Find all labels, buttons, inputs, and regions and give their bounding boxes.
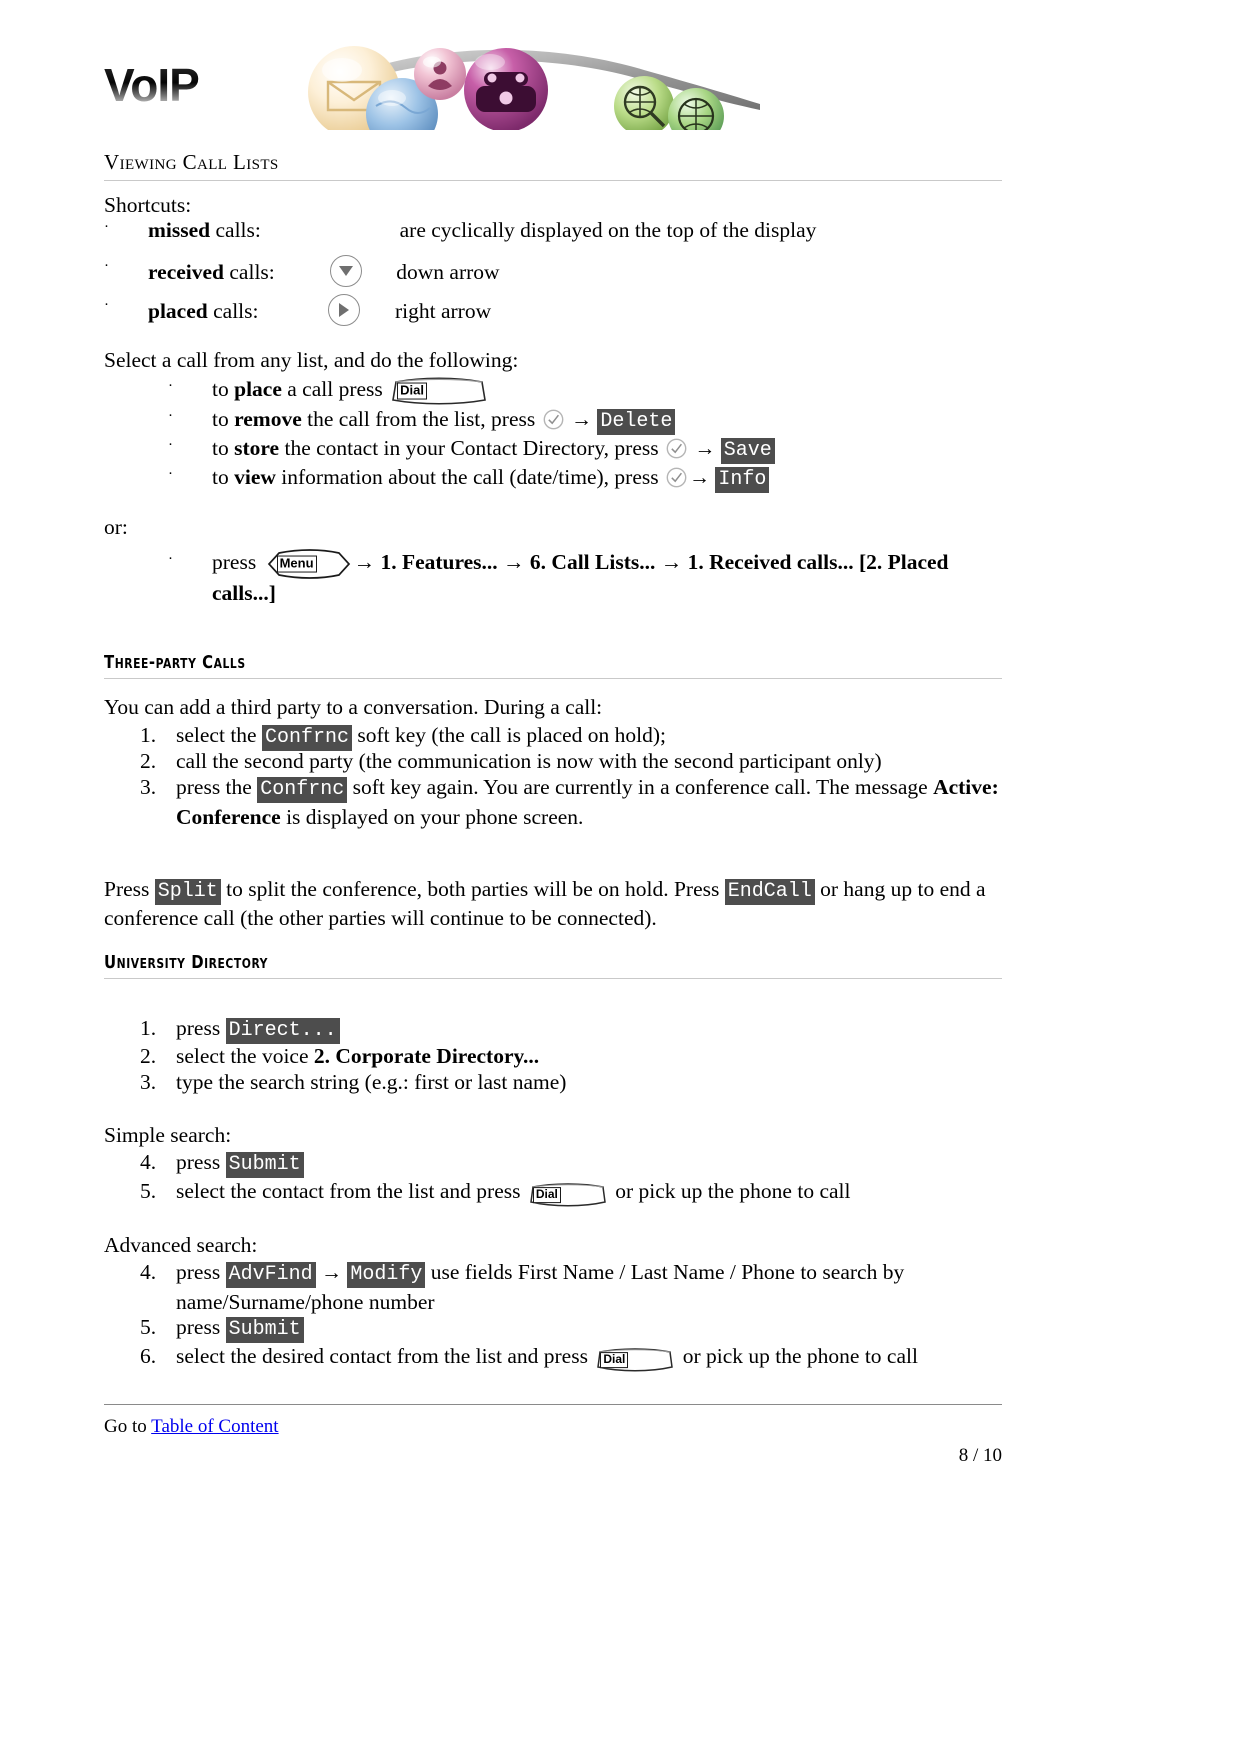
step-pre: press <box>176 1016 226 1040</box>
step-post: use fields First Name / Last Name / Phone to search by name/Surname/phone number <box>176 1260 905 1314</box>
list-item <box>104 721 1004 747</box>
advanced-search-steps-wrap <box>104 1258 1004 1376</box>
softkey-save[interactable]: Save <box>721 438 775 464</box>
step-post: soft key (the call is placed on hold); <box>351 723 667 747</box>
step-number: 1. <box>140 1016 157 1040</box>
arrow-right-glyph: → <box>570 407 592 431</box>
list-item <box>104 1068 1004 1094</box>
list-item <box>104 1313 1004 1342</box>
split-post: or hang up to end a conference call (the other parties will continue to be connected). <box>104 877 986 930</box>
action-pre: to <box>212 407 235 431</box>
list-item <box>104 1014 1004 1042</box>
heading-rule <box>104 978 1002 979</box>
split-pre: Press <box>104 877 155 901</box>
shortcut-label: received <box>148 260 225 284</box>
list-item <box>104 1342 1004 1376</box>
step-pre: select the desired contact from the list and press <box>176 1344 594 1368</box>
page-banner <box>104 34 1004 130</box>
bullet-icon: · <box>168 437 173 453</box>
select-check-icon[interactable] <box>666 467 687 488</box>
select-call-intro: Select a call from any list, and do the following: <box>104 348 519 372</box>
or-label: or: <box>104 515 128 539</box>
shortcut-label-rest: calls: <box>210 218 261 242</box>
action-mid: information about the call (date/time), press <box>275 465 664 489</box>
heading-text: Viewing Call Lists <box>104 150 279 174</box>
down-arrow-icon[interactable] <box>330 255 362 287</box>
call-actions-list <box>104 375 1004 492</box>
list-item <box>104 434 1004 463</box>
softkey-endcall[interactable]: EndCall <box>725 879 815 905</box>
arrow-right-glyph: → <box>688 465 710 489</box>
directory-steps <box>104 1014 1004 1094</box>
list-item <box>104 548 964 607</box>
action-bold: remove <box>234 407 302 431</box>
action-mid: a call press <box>281 377 389 401</box>
menu-key[interactable] <box>265 549 351 579</box>
softkey-confrnc[interactable]: Confrnc <box>257 777 347 803</box>
softkey-info[interactable]: Info <box>715 467 769 493</box>
person-sphere-icon <box>414 48 466 100</box>
telephone-sphere-icon <box>464 48 548 130</box>
voip-logo: VoIP <box>104 59 199 111</box>
shortcut-label-rest: calls: <box>207 299 259 323</box>
step-pre: select the voice <box>176 1044 314 1068</box>
list-item <box>104 773 1004 831</box>
list-item <box>104 405 1004 434</box>
bullet-icon: · <box>104 258 109 274</box>
action-pre: to <box>212 436 235 460</box>
list-item <box>104 294 1004 333</box>
bullet-icon: · <box>168 378 173 394</box>
footer-divider <box>104 1404 1002 1405</box>
menu-path-pre: press <box>212 550 262 574</box>
bullet-icon: · <box>104 219 109 235</box>
list-item <box>104 1042 1004 1068</box>
step-post: or pick up the phone to call <box>609 1179 851 1203</box>
three-party-intro: You can add a third party to a conversation. During a call: <box>104 695 603 719</box>
action-bold: place <box>234 377 282 401</box>
step-pre: press <box>176 1315 226 1339</box>
shortcuts-list-wrap <box>104 216 1004 333</box>
shortcut-desc: right arrow <box>394 299 492 323</box>
step-pre: call the second party (the communication is now with the second participant only) <box>176 749 882 773</box>
bullet-icon: · <box>168 408 173 424</box>
directory-steps-wrap <box>104 1014 1004 1094</box>
step-pre: press <box>176 1150 226 1174</box>
dial-key-label: Dial <box>397 383 427 400</box>
list-item <box>104 1258 1004 1313</box>
arrow-right-glyph: → <box>320 1260 342 1284</box>
step-number: 5. <box>140 1315 157 1339</box>
softkey-submit[interactable]: Submit <box>226 1152 304 1178</box>
step-pre: press <box>176 1260 226 1284</box>
list-item <box>104 375 1004 405</box>
action-pre: to <box>212 377 235 401</box>
dial-key[interactable] <box>529 1182 607 1208</box>
advanced-search-steps <box>104 1258 1004 1376</box>
list-item <box>104 216 1004 255</box>
step-number: 2. <box>140 749 157 773</box>
list-item <box>104 1177 1004 1211</box>
menu-key-label: Menu <box>277 556 317 573</box>
shortcuts-intro: Shortcuts: <box>104 193 192 217</box>
step-number: 1. <box>140 723 157 747</box>
section-heading-university-directory <box>104 952 1002 979</box>
bullet-icon: · <box>168 551 173 567</box>
menu-path-wrap <box>104 548 964 607</box>
list-item <box>104 747 1004 773</box>
heading-rule <box>104 678 1002 679</box>
three-party-steps <box>104 721 1004 831</box>
table-of-content-link[interactable]: Table of Content <box>151 1416 279 1437</box>
split-endcall-paragraph <box>104 876 1004 933</box>
simple-search-label: Simple search: <box>104 1123 232 1147</box>
step-number: 6. <box>140 1344 157 1368</box>
heading-text: Three-party Calls <box>104 652 246 673</box>
advanced-search-label: Advanced search: <box>104 1233 258 1257</box>
action-bold: store <box>234 436 280 460</box>
shortcut-desc: down arrow <box>396 260 500 284</box>
action-mid: the call from the list, press <box>301 407 541 431</box>
shortcuts-list <box>104 216 1004 333</box>
shortcut-desc: are cyclically displayed on the top of the display <box>399 218 817 242</box>
softkey-delete[interactable]: Delete <box>597 409 675 435</box>
list-item <box>104 255 1004 294</box>
step-number: 5. <box>140 1179 157 1203</box>
dial-key-label: Dial <box>600 1352 628 1368</box>
select-check-icon[interactable] <box>543 409 564 430</box>
step-number: 3. <box>140 1070 157 1094</box>
right-arrow-icon[interactable] <box>328 294 360 326</box>
softkey-split[interactable]: Split <box>155 879 221 905</box>
step-number: 2. <box>140 1044 157 1068</box>
softkey-submit[interactable]: Submit <box>226 1317 304 1343</box>
step-number: 4. <box>140 1260 157 1284</box>
bullet-icon: · <box>104 297 109 313</box>
shortcut-label-rest: calls: <box>224 260 275 284</box>
banner-artwork <box>244 34 764 130</box>
action-bold: view <box>234 465 276 489</box>
phone-screen-message: Active: Conference <box>176 775 999 829</box>
step-pre: press the <box>176 775 258 799</box>
heading-rule <box>104 180 1002 181</box>
menu-path-steps: → 1. Features... → 6. Call Lists... → 1. Received calls... [2. Placed calls...] <box>212 550 949 605</box>
bullet-icon: · <box>168 466 173 482</box>
page-number: 8 / 10 <box>958 1445 1002 1466</box>
footer-goto-label: Go to <box>104 1416 152 1437</box>
split-mid: to split the conference, both parties will be on hold. Press <box>220 877 725 901</box>
step-tail: is displayed on your phone screen. <box>280 805 584 829</box>
softkey-confrnc[interactable]: Confrnc <box>262 725 352 751</box>
step-pre: select the contact from the list and press <box>176 1179 526 1203</box>
softkey-direct[interactable]: Direct... <box>226 1018 340 1044</box>
section-heading-three-party-calls <box>104 652 1002 679</box>
select-check-icon[interactable] <box>666 438 687 459</box>
shortcut-label: placed <box>148 299 208 323</box>
heading-text: University Directory <box>104 952 268 973</box>
action-pre: to <box>212 465 235 489</box>
shortcut-label: missed <box>148 218 211 242</box>
dial-key[interactable] <box>391 376 487 406</box>
footer-goto <box>104 1416 279 1438</box>
list-item <box>104 463 1004 492</box>
menu-voice-label: 2. Corporate Directory... <box>313 1044 540 1068</box>
step-post: or pick up the phone to call <box>677 1344 918 1368</box>
three-party-steps-wrap <box>104 721 1004 831</box>
dial-key[interactable] <box>596 1347 674 1373</box>
step-number: 4. <box>140 1150 157 1174</box>
simple-search-steps-wrap <box>104 1148 1004 1211</box>
list-item <box>104 1148 1004 1177</box>
simple-search-steps <box>104 1148 1004 1211</box>
call-actions-wrap <box>104 375 1004 492</box>
softkey-modify[interactable]: Modify <box>347 1262 425 1288</box>
step-pre: type the search string (e.g.: first or last name) <box>176 1070 567 1094</box>
arrow-right-glyph: → <box>694 436 716 460</box>
softkey-advfind[interactable]: AdvFind <box>226 1262 316 1288</box>
step-number: 3. <box>140 775 157 799</box>
dial-key-label: Dial <box>533 1187 561 1203</box>
action-mid: the contact in your Contact Directory, press <box>279 436 664 460</box>
section-heading-viewing-call-lists <box>104 150 1002 181</box>
step-pre: select the <box>176 723 262 747</box>
step-post: soft key again. You are currently in a conference call. The message <box>347 775 934 799</box>
